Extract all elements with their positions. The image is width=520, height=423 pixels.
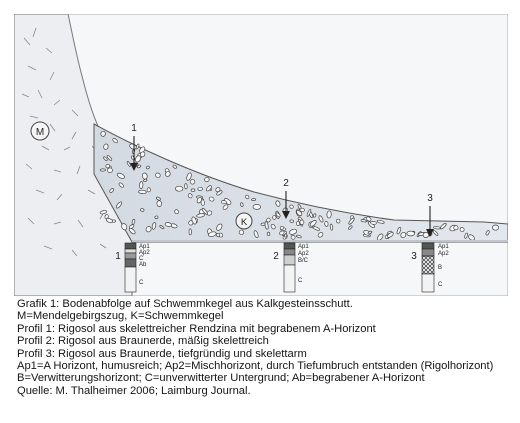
p3-horizon-b: B [438, 265, 443, 271]
pebble [280, 226, 284, 230]
pebble [261, 223, 265, 226]
p1-horizon-c-lower: C [139, 280, 144, 286]
p3-horizon-ap1: Ap1 [438, 244, 449, 250]
p1-horizon-ab: Ab [139, 262, 147, 268]
pebble [371, 221, 377, 224]
pebble [147, 187, 151, 192]
caption-horizon-bc: B=Verwitterungshorizont; C=unverwitterter Untergrund; Ab=begrabener A-Horizont [17, 372, 425, 385]
p2-horizon-ap1: Ap1 [298, 244, 309, 250]
pebble [327, 211, 332, 219]
p3-horizon-c: C [438, 282, 443, 288]
pebble [157, 200, 162, 206]
soil-sequence-diagram [14, 14, 508, 296]
p2-horizon-ap2: Ap2 [298, 251, 309, 257]
profile-3-number-top: 3 [427, 193, 433, 204]
profile-3-number: 3 [411, 251, 417, 262]
pebble [138, 190, 146, 194]
caption-profile-3: Profil 3: Rigosol aus Braunerde, tiefgründig und skelettarm [17, 347, 307, 360]
pebble [175, 186, 183, 191]
pebble [290, 220, 294, 223]
caption-profile-1: Profil 1: Rigosol aus skelettreicher Rendzina mit begrabenem A-Horizont [17, 322, 376, 335]
caption-source: Quelle: M. Thalheimer 2006; Laimburg Journal. [17, 384, 251, 397]
pebble [191, 189, 195, 192]
profile-1-number: 1 [115, 251, 121, 262]
pebble [423, 232, 429, 237]
pebble [139, 182, 143, 189]
caption-title: Grafik 1: Bodenabfolge auf Schwemmkegel aus Kalkgesteinsschutt. [17, 298, 353, 310]
p1-horizon-c: C [139, 256, 144, 262]
pebble [407, 231, 415, 236]
p2-horizon-c: C [298, 278, 303, 284]
pebble [100, 169, 105, 171]
profile-2-number: 2 [273, 251, 279, 262]
fan-marker-label: K [240, 217, 248, 228]
ground-line [132, 240, 508, 242]
pebble [324, 221, 328, 226]
pebble [299, 220, 304, 225]
pebble [267, 232, 270, 236]
mountain-marker-label: M [35, 127, 45, 138]
pebble [492, 225, 498, 231]
p1-horizon-ap2: Ap2 [139, 250, 150, 256]
p1-horizon-ap1: Ap1 [139, 244, 150, 250]
profile-2-number-top: 2 [283, 178, 289, 189]
pebble [253, 204, 261, 209]
pebble [184, 184, 187, 190]
p2-horizon-bc: B/C [298, 258, 309, 264]
caption-profile-2: Profil 2: Rigosol aus Braunerde, mäßig skelettreich [17, 335, 269, 348]
pebble [272, 215, 276, 220]
p3-horizon-ap2: Ap2 [438, 251, 449, 257]
caption-horizon-ap: Ap1=A Horizont, humusreich; Ap2=Mischhorizont, durch Tiefumbruch entstanden (Rigolhorizont) [17, 360, 494, 373]
pebble [251, 198, 256, 200]
profile-1-number-top: 1 [131, 123, 137, 134]
figure-caption [17, 298, 512, 397]
pebble [101, 131, 106, 136]
pebble [198, 187, 203, 191]
pebble [189, 229, 192, 235]
pebble [300, 208, 305, 212]
caption-legend-mk: M=Mendelgebirgszug, K=Schwemmkegel [17, 310, 224, 323]
